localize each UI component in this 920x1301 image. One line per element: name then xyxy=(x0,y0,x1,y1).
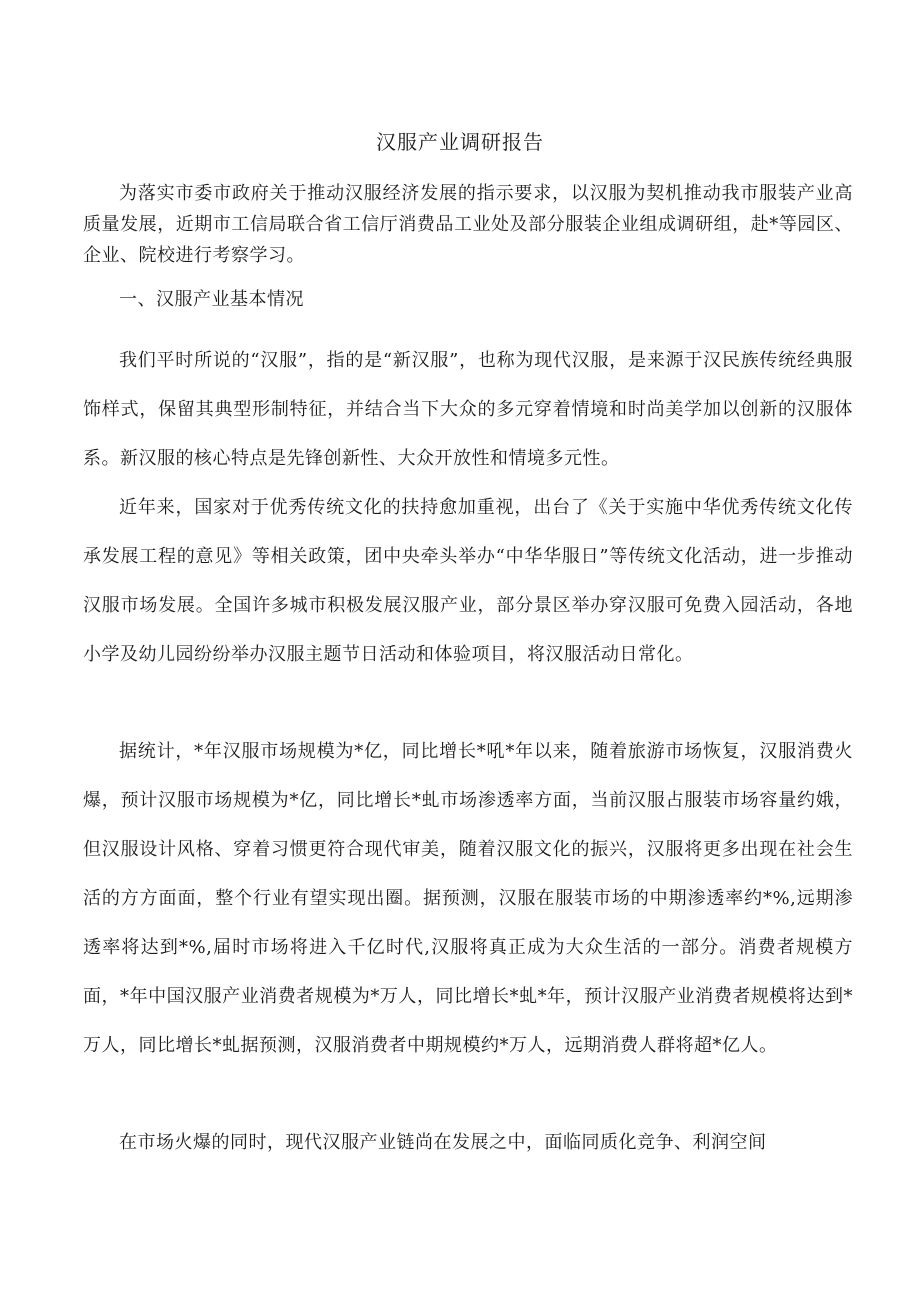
intro-paragraph: 为落实市委市政府关于推动汉服经济发展的指示要求，以汉服为契机推动我市服装产业高质量发展，近期市工信局联合省工信厅消费品工业处及部分服装企业组成调研组，赴*等园区、企业、院校进行考察学习。 xyxy=(83,183,853,266)
body-paragraph: 近年来，国家对于优秀传统文化的扶持愈加重视，出台了《关于实施中华优秀传统文化传承发展工程的意见》等相关政策，团中央牵头举办“中华华服日”等传统文化活动，进一步推动汉服市场发展。全国许多城市积极发展汉服产业，部分景区举办穿汉服可免费入园活动，各地小学及幼儿园纷纷举办汉服主题节日活动和体验项目，将汉服活动日常化。 xyxy=(83,497,853,665)
body-paragraph: 我们平时所说的“汉服”，指的是“新汉服”，也称为现代汉服，是来源于汉民族传统经典服饰样式，保留其典型形制特征，并结合当下大众的多元穿着情境和时尚美学加以创新的汉服体系。新汉服的核心特点是先锋创新性、大众开放性和情境多元性。 xyxy=(83,350,853,469)
body-paragraph: 在市场火爆的同时，现代汉服产业链尚在发展之中，面临同质化竞争、利润空间 xyxy=(119,1132,767,1153)
section-heading: 一、汉服产业基本情况 xyxy=(119,289,304,310)
document-title: 汉服产业调研报告 xyxy=(376,130,544,154)
body-paragraph: 据统计，*年汉服市场规模为*亿，同比增长*吼*年以来，随着旅游市场恢复，汉服消费火爆，预计汉服市场规模为*亿，同比增长*虬市场渗透率方面，当前汉服占服装市场容量约娥，但汉服设计风格、穿着习惯更符合现代审美，随着汉服文化的振兴，汉服将更多出现在社会生活的方方面面，整个行业有望实现出圈。据预测，汉服在服装市场的中期渗透率约*%,远期渗透率将达到*%,届时市场将进入千亿时代,汉服将真正成为大众生活的一部分。消费者规模方面，*年中国汉服产业消费者规模为*万人，同比增长*虬*年，预计汉服产业消费者规模将达到*万人，同比增长*虬据预测，汉服消费者中期规模约*万人，远期消费人群将超*亿人。 xyxy=(83,741,853,1056)
